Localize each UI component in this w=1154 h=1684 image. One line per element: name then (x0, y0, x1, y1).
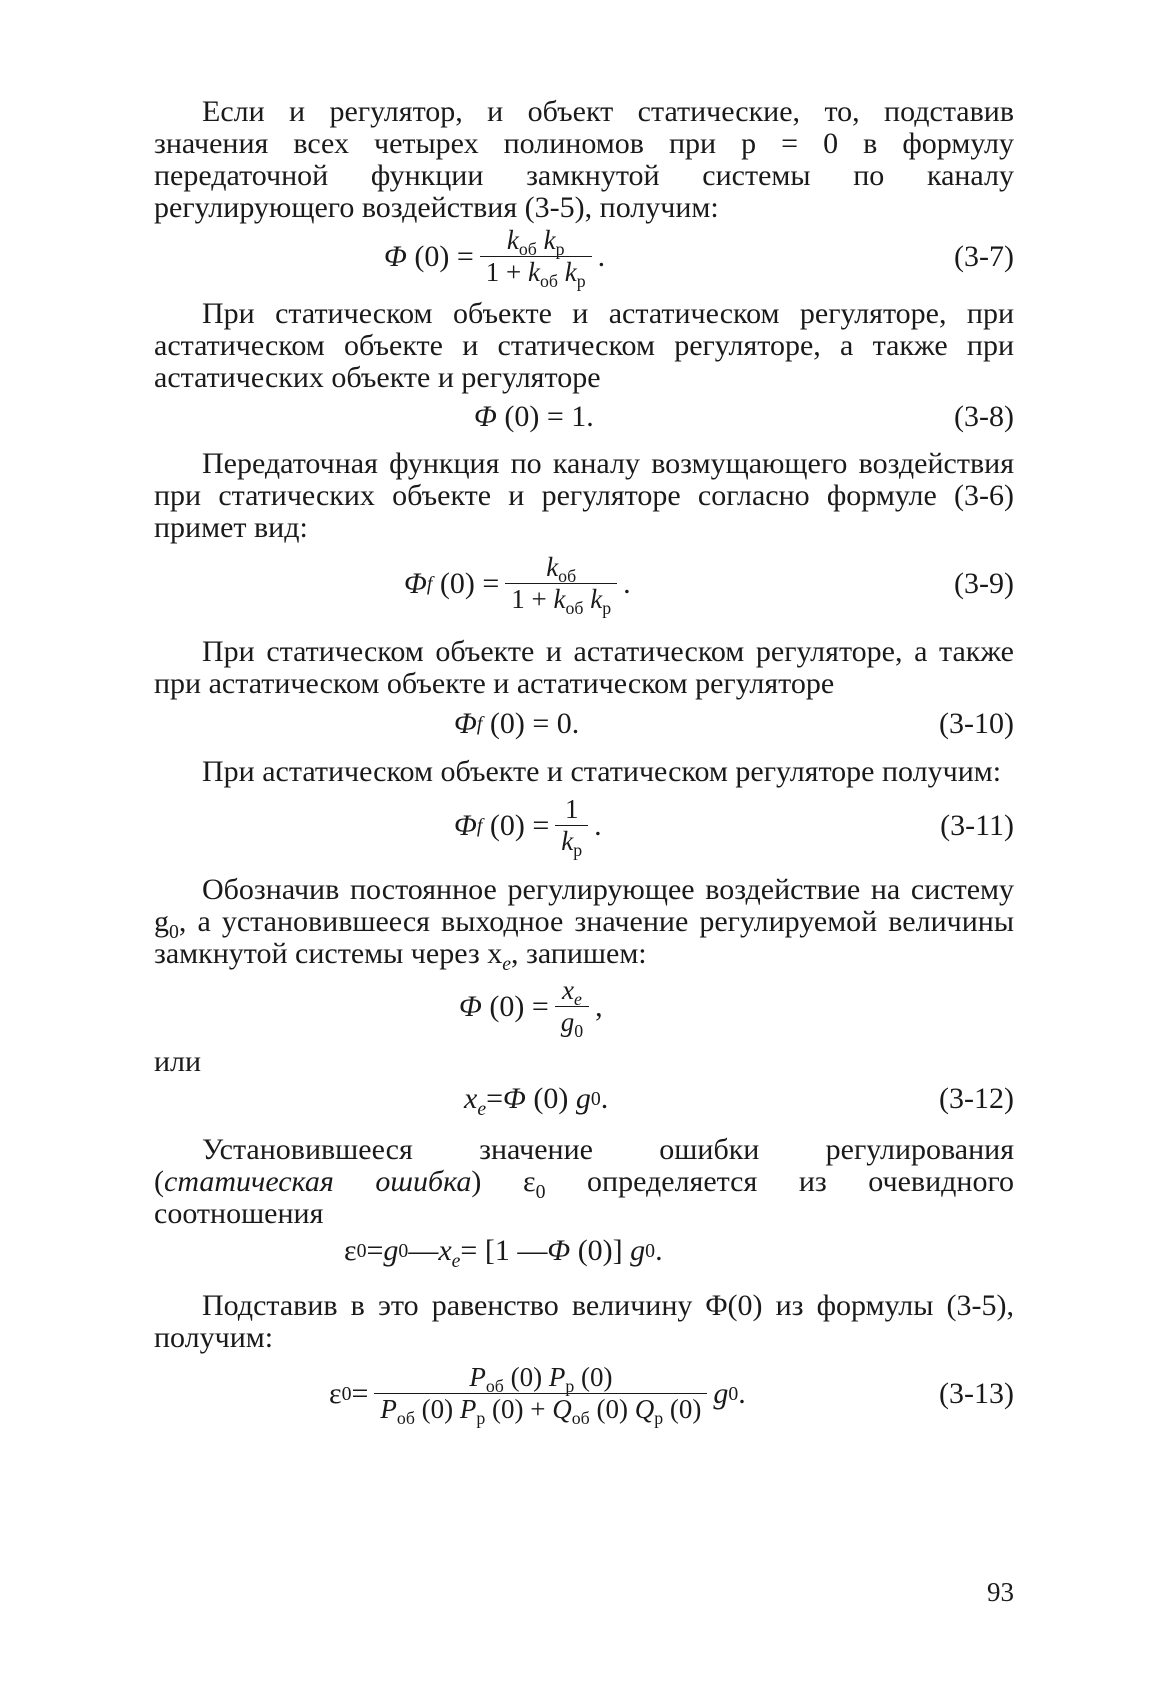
formula-3-13: ε 0 = $\frac{P_{об} (0) P_р (0)}{P_{об} (0) P_р (0) + Q_{об} (0) Q_р (0)}$ g 0 . (329, 1362, 746, 1429)
equation-number-3-8: (3-8) (954, 400, 1014, 433)
paragraph-2: При статическом объекте и астатическом регуляторе, при астатическом объекте и статическом регуляторе, а также при астатических объекте и регуляторе (154, 297, 1014, 394)
formula-3-7: Φ (0) = $\frac{k_{об} k_р}{1 + k_{об} k_р}$ . (384, 225, 606, 292)
paragraph-6: Обозначив постоянное регулирующее воздействие на систему $g_0$, а установившееся выходное значение регулируемой величины замкнутой системы через $x_e$, запишем: (154, 873, 1014, 975)
equation-3-13 (154, 1354, 1014, 1434)
formula-3-12: $x_e$ = Φ (0) g 0 . (464, 1082, 609, 1120)
formula-epsilon0: ε 0 = g 0 — $x_e$ = [1 — Φ (0)] g 0 . (344, 1234, 663, 1272)
paragraph-8: Установившееся значение ошибки регулирования (статическая ошибка) $\varepsilon_0$ определяется из очевидного соотношения (154, 1133, 1015, 1230)
equation-3-7 (154, 224, 1014, 290)
paragraph-3: Передаточная функция по каналу возмущающего воздействия при статических объекте и регуляторе согласно формуле (3-6) примет вид: (154, 447, 1014, 544)
equation-number-3-9: (3-9) (954, 567, 1014, 600)
paragraph-5: При астатическом объекте и статическом регуляторе получим: (202, 755, 1002, 788)
equation-3-12 (154, 1078, 1014, 1120)
equation-epsilon0 (154, 1230, 1014, 1272)
equation-number-3-11: (3-11) (940, 809, 1014, 842)
equation-3-10 (154, 700, 1014, 748)
equation-number-3-7: (3-7) (954, 240, 1014, 273)
equation-3-11 (154, 788, 1014, 864)
paragraph-4: При статическом объекте и астатическом регуляторе, а также при астатическом объекте и астатическом регуляторе (154, 635, 1014, 700)
formula-3-10: Φ f (0) = 0. (454, 707, 580, 740)
page-content (154, 96, 1014, 1434)
formula-3-11: Φ f (0) = $\frac{1}{k_р}$ . (454, 794, 602, 861)
equation-number-3-12: (3-12) (939, 1082, 1014, 1115)
equation-3-8 (154, 394, 1014, 440)
equation-phi-xe (154, 970, 1014, 1044)
formula-3-8: Φ (0) = 1. (474, 400, 594, 433)
page-number: 93 (987, 1577, 1014, 1607)
equation-3-9 (154, 544, 1014, 624)
paragraph-7: или (154, 1045, 202, 1078)
formula-phi-xe: Φ (0) = $\frac{x_e}{g_0}$ , (459, 975, 603, 1042)
equation-number-3-10: (3-10) (939, 707, 1014, 740)
paragraph-1: Если и регулятор, и объект статические, то, подставив значения всех четырех полиномов при p = 0 в формулу передаточной функции замкнутой системы по каналу регулирующего воздействия (3-5), получим: (154, 95, 1014, 224)
paragraph-9: Подставив в это равенство величину Φ(0) из формулы (3-5), получим: (154, 1289, 1014, 1354)
formula-3-9: Φ f (0) = $\frac{k_{об}}{1 + k_{об} k_р}$ . (404, 552, 631, 619)
equation-number-3-13: (3-13) (939, 1377, 1014, 1410)
